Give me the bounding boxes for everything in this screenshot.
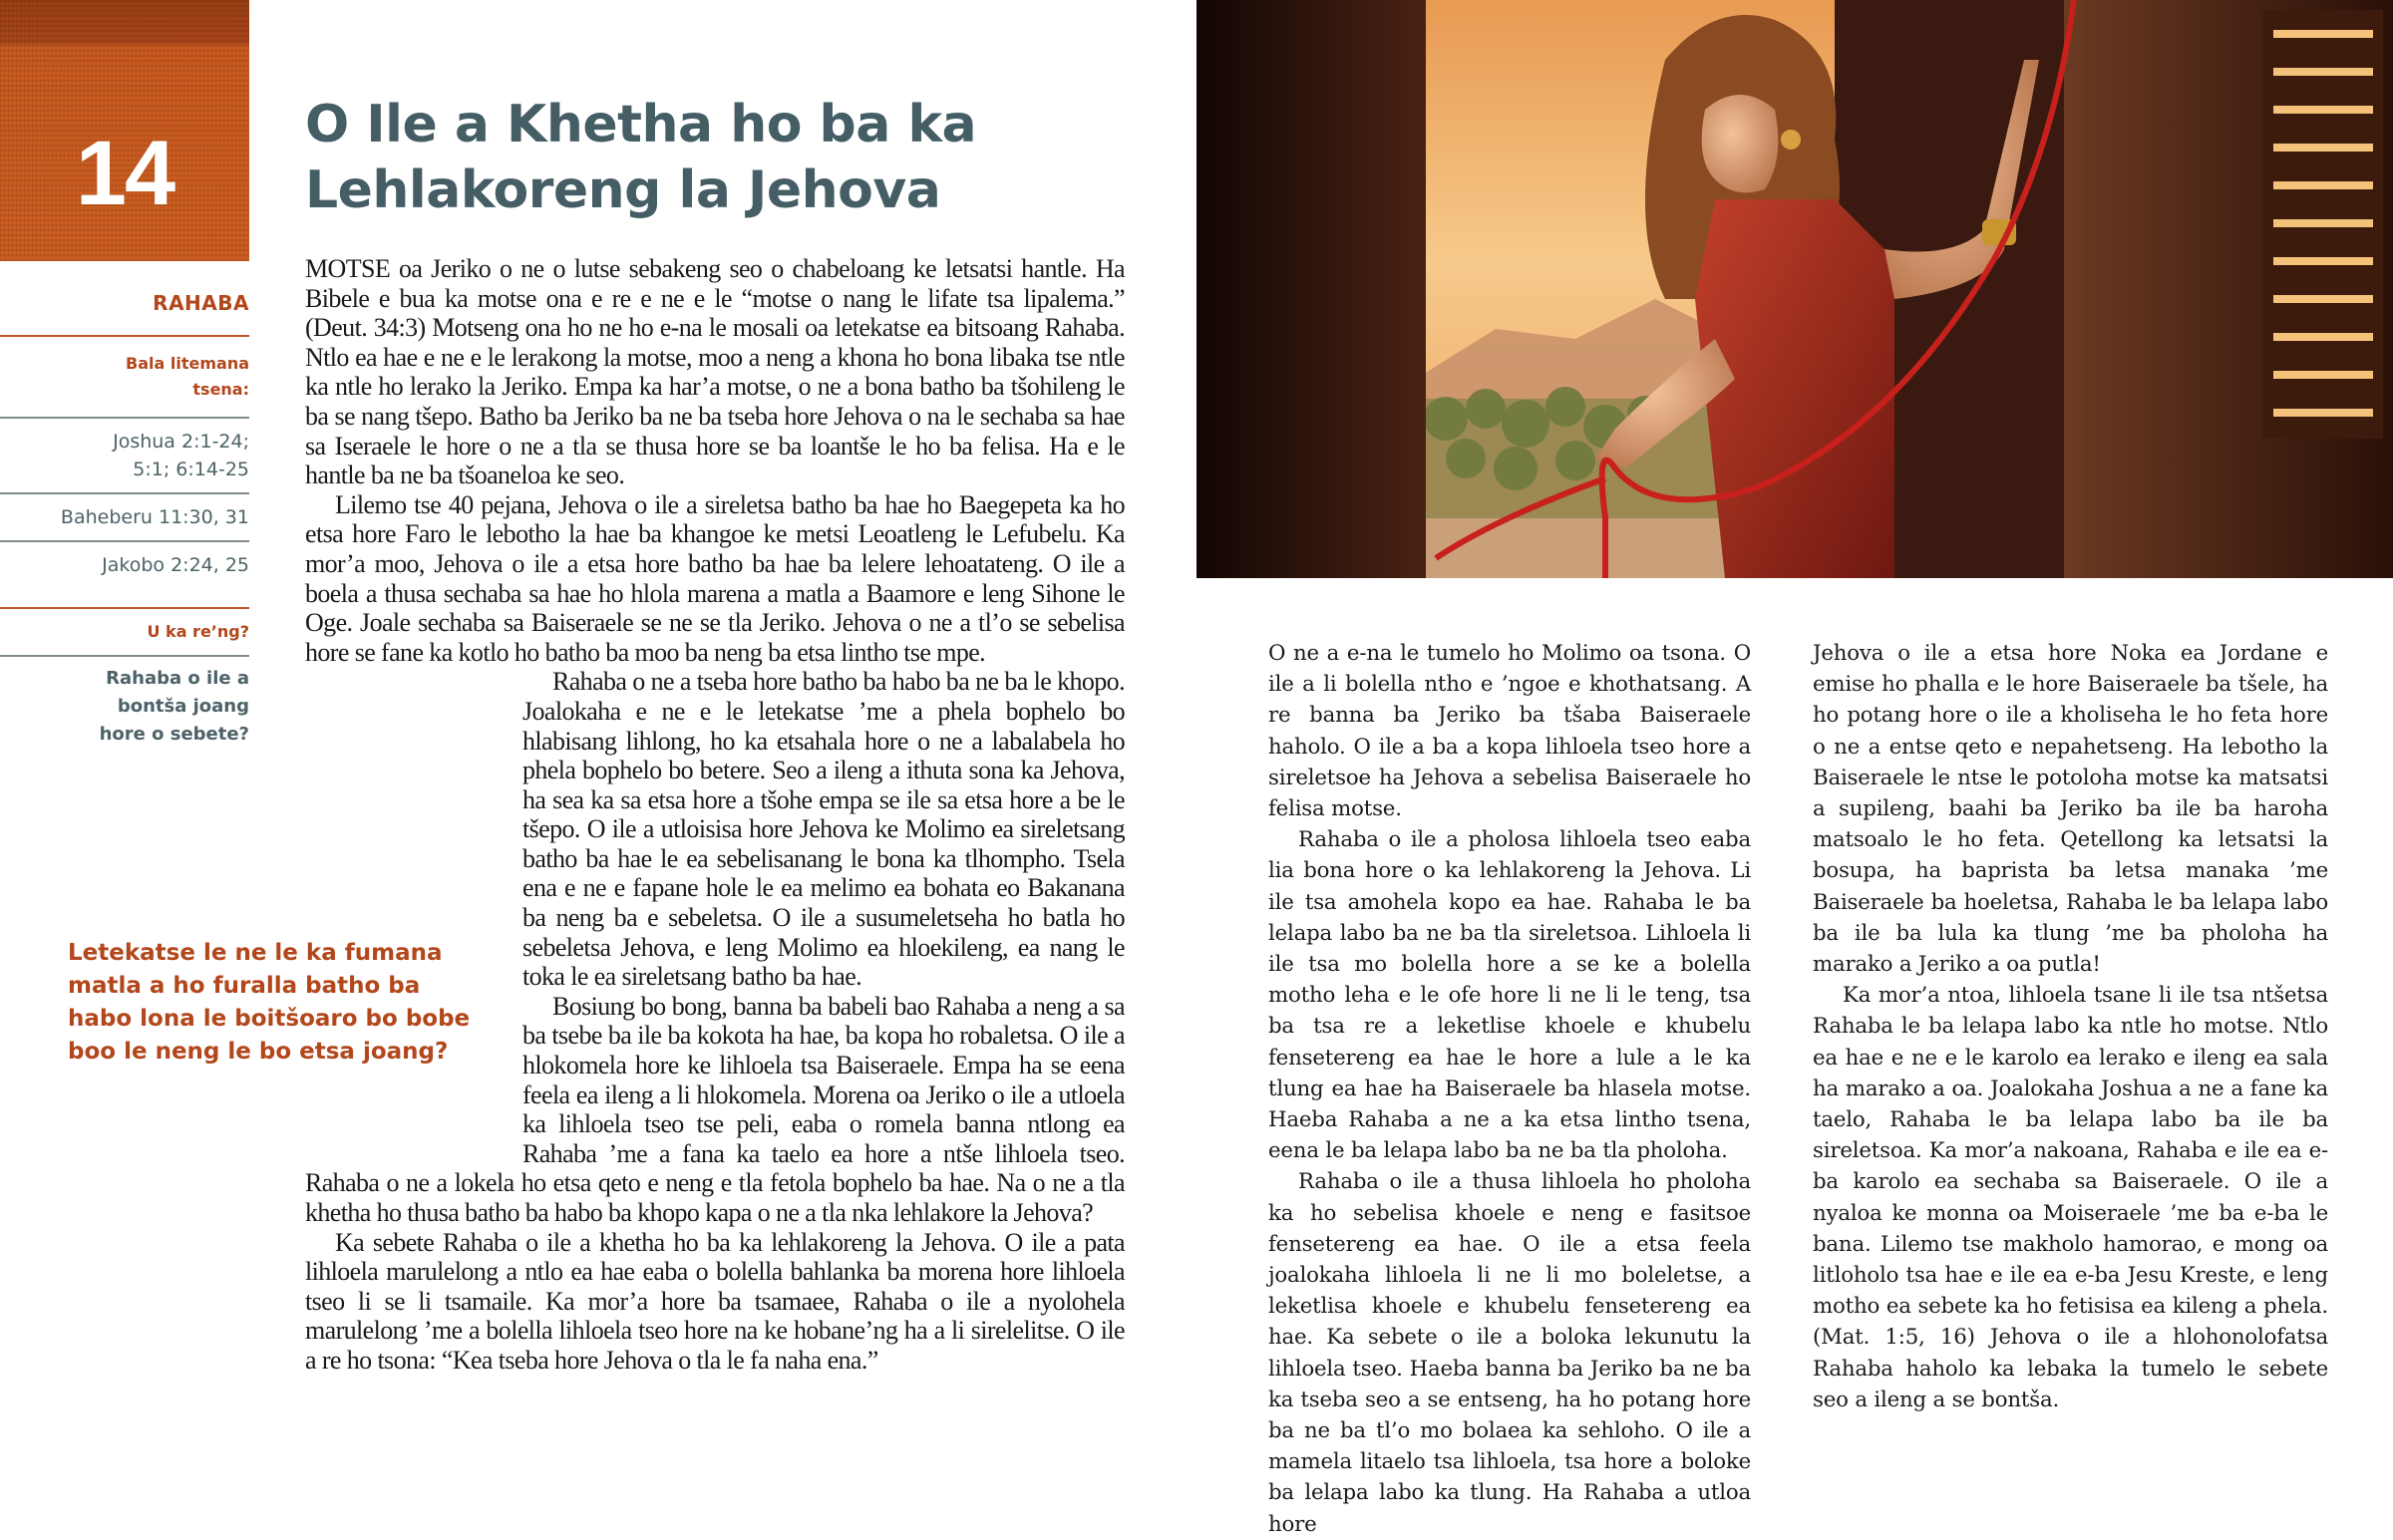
paragraph: MOTSE oa Jeriko o ne o lutse sebakeng seo o chabeloang ke letsatsi hantle. Ha Bibele e bua ka motse ona e re e ne e le “motse o nang le lifate tsa lipalema.” (Deut. 34:3) Motseng ona ho ne ho e-na le mosali oa letekatse ea bitsoang Rahaba. Ntlo ea hae e ne e le lerakong la motse, moo a neng a khona ho bona libaka tse ntle ka ntle ho lerako la Jeriko. Empa ka har’a motse, o ne a bona batho ba tšohileng le ba se nang tšepo. Batho ba Jeriko ba ne ba tseba hore Jehova o na le sechaba sa hae sa Iseraele le hore o ne a tla se thusa hore se ba loantše le ho ba felisa. Ha e le hantle ba ne ba tšoaneloa ke seo.: [305, 254, 1125, 490]
scripture-reference[interactable]: [0, 419, 249, 492]
read-label-text: Bala litemana tsena:: [126, 354, 249, 399]
rahab-illustration: [1196, 0, 2393, 578]
scripture-reference-text[interactable]: Jakobo 2:24, 25: [102, 554, 249, 576]
scripture-reference[interactable]: [0, 542, 249, 607]
read-label: [0, 337, 249, 417]
illustration-svg: [1196, 0, 2393, 578]
pull-quote: Letekatse le ne le ka fumana matla a ho furalla batho ba habo lona le boitšoaro bo bobe boo le neng le bo etsa joang?: [68, 940, 471, 1065]
paragraph: Bosiung bo bong, banna ba babeli bao Rahaba a neng a sa ba tsebe ba ile ba kokota ha hae, ba kopa ho robaletsa. O ile a hlokomela hore ke lihloela tsa Baiseraele. Empa ha se eena feela ea ileng a li hlokomela. Morena oa Jeriko o ile a utloela ka lihloela tseo tse peli, eaba o romela banna ntlong ea Rahaba ’me a fana ka taelo ea hore a ntše lihloela tseo. Rahaba o ne a lokela ho etsa qeto e neng e tla fetola bophelo ba hae. Na o ne a tla khetha ho thusa batho ba habo ba khopo kapa o ne a tla nka lehlakore la Jehova?: [305, 991, 1125, 1227]
page-title: [305, 92, 1153, 223]
review-question-text: Rahaba o ile a bontša joang hore o sebete?: [99, 668, 249, 745]
scripture-reference-text[interactable]: Joshua 2:1-24; 5:1; 6:14-25: [113, 431, 249, 480]
chapter-number-block: [0, 0, 249, 261]
scripture-reference[interactable]: [0, 494, 249, 540]
character-name: RAHABA: [153, 291, 249, 315]
paragraph: O ne a e-na le tumelo ho Molimo oa tsona. O ile a li bolella ntho e ’ngoe e khothatsang. A re banna ba Jeriko ba tšaba Baiseraele haholo. O ile a ba a kopa lihloela tseo hore a sireletsoe ha Jehova a sebelisa Baiseraele ho felisa motse.: [1268, 641, 1751, 822]
paragraph: Rahaba o ile a thusa lihloela ho pholoha ka ho sebelisa khoele e neng e fasitsoe fensetereng ea hae. O ile a etsa feela joalokaha lihloela li ne li mo boleletse, a leketlisa khoele e khubelu fensetereng ea hae. Ka sebete o ile a boloka lekunutu la lihloela tseo. Haeba banna ba Jeriko ba ne ba ka tseba seo a se entseng, ha ho potang hore ba ne ba tl’o mo bolaea ka sehloho. O ile a mamela litaelo tsa lihloela, tsa hore a boloke ba lelapa labo ka tlung. Ha Rahaba a utloa hore: [1268, 1169, 1751, 1537]
left-wall: [1196, 0, 1426, 578]
right-column: [1813, 638, 2328, 1415]
paragraph: Lilemo tse 40 pejana, Jehova o ile a sireletsa batho ba hae ho Baegepeta ka ho etsa hore Faro le lebotho la hae ba khangoe ke metsi Leoatleng le Lefubelu. Ka mor’a moo, Jehova o ile a etsa hore batho ba hae ba lelere lehoatateng. O ile a boela a thusa sechaba sa hae ho hlola marena a matla a Baamore e leng Sihone le Oge. Joale sechaba sa Baiseraele se ne se tla Jeriko. Jehova o ne a tl’o se sebelisa hore se fane ka kotlo ho batho ba moo ba neng ba etsa lintho tse mpe.: [305, 489, 1125, 667]
question-label: U ka re’ng?: [147, 622, 249, 641]
pull-quote-space: [305, 844, 522, 1149]
paragraph: Rahaba o ne a tseba hore batho ba habo ba ne ba le khopo. Joalokaha e ne e le letekatse ’me a phela bophelo bo hlabisang lihlong, ho ka etsahala hore o ne a labalabela ho phela bophelo bo betere. Seo a ileng a ithuta sona ka Jehova, ha sea ka sa etsa hore a tšohe empa se ile sa etsa hore a be le tšepo. O ile a utloisisa hore Jehova ke Molimo ea sireletsang batho ba hae le ea sebelisanang le bona ka tlhompho. Tsela ena e ne e fapane hole le ea melimo ea bohata eo Bakanana ba neng ba e sebeletsa. O ile a susumeletseha ho batla ho sebeletsa Jehova, e leng Molimo ea hloekileng, ea nang le toka le ea sireletsang batho ba hae.: [522, 667, 1125, 992]
title-line-2: Lehlakoreng la Jehova: [305, 160, 941, 220]
chapter-number: 14: [75, 123, 174, 224]
paragraph: Ka sebete Rahaba o ile a khetha ho ba ka lehlakoreng la Jehova. O ile a pata lihloela marulelong a ntlo ea hae eaba o bolella bahlanka ba morena hore lihloela tseo li se li tsamaile. Ka mor’a hore ba tsamaee, Rahaba o ile a nyolohela marulelong ’me a bolella lihloela tseo hore na ke hobane’ng ha a li sirelelitse. O ile a re ho tsona: “Kea tseba hore Jehova o tla le fa naha ena.”: [305, 1227, 1125, 1375]
dress: [1695, 199, 1894, 578]
paragraph: Jehova o ile a etsa hore Noka ea Jordane e emise ho phalla e le hore Baiseraele ba tšele, ha ho potang hore o ile a kholiseha le ho feta hore o ne a entse qeto e nepahetseng. Ha lebotho la Baiseraele le ntse le potoloha motse ka matsatsi a supileng, baahi ba Jeriko ba ile ba haroha matsoalo le ho feta. Qetellong ka letsatsi la bosupa, ha baprista ba letsa manaka ’me Baiseraele ba hoeletsa, Rahaba le ba lelapa labo ba ile ba lula ka tlung ’me ba pholoha ha marako a Jeriko a oa putla!: [1813, 641, 2328, 978]
paragraph: Rahaba o ile a pholosa lihloela tseo eaba lia bona hore o ka lehlakoreng la Jehova. Li ile tsa amohela kopo ea hae. Rahaba le ba lelapa labo ba ne ba tla sireletsoa. Lihloela li ile tsa mo bolella hore a se ke a bolella motho leha e le ofe hore li ne li le teng, tsa ba tsa re a leketlise khoele e khubelu fensetereng ea hae le hore a lule a le ka tlung ea hae ha Baiseraele ba hlasela motse. Haeba Rahaba a ne a ka etsa lintho tsena, eena le ba lelapa labo ba ne ba tla pholoha.: [1268, 827, 1751, 1164]
main-column: [305, 254, 1125, 1376]
sidebar: [0, 261, 249, 757]
window-shutter: [2263, 10, 2383, 439]
middle-column: [1268, 638, 1751, 1540]
paragraph: Ka mor’a ntoa, lihloela tsane li ile tsa ntšetsa Rahaba le ba lelapa labo ka ntle ho motse. Ntlo ea hae e ne e le karolo ea lerako e ileng ea sala ha marako a oa. Joalokaha Joshua a ne a fane ka taelo, Rahaba le ba lelapa labo ba ile ba sireletsoa. Ka mor’a nakoana, Rahaba e ile ea e-ba karolo ea sechaba sa Baiseraele. O ile a nyaloa ke monna oa Moiseraele ’me ba e-ba le bana. Lilemo tse makholo hamorao, e mong oa litloholo tsa hae e ile ea e-ba Jesu Kreste, e leng motho ea sebete ka ho fetisisa ea kileng a phela. (Mat. 1:5, 16) Jehova o ile a hlohonolofatsa Rahaba haholo ka lebaka la tumelo le sebete seo a ileng a se bontša.: [1813, 983, 2328, 1412]
review-question: [0, 657, 249, 757]
earring: [1781, 130, 1801, 150]
scripture-reference-text[interactable]: Baheberu 11:30, 31: [60, 506, 249, 528]
title-line-1: O Ile a Khetha ho ba ka: [305, 95, 977, 154]
